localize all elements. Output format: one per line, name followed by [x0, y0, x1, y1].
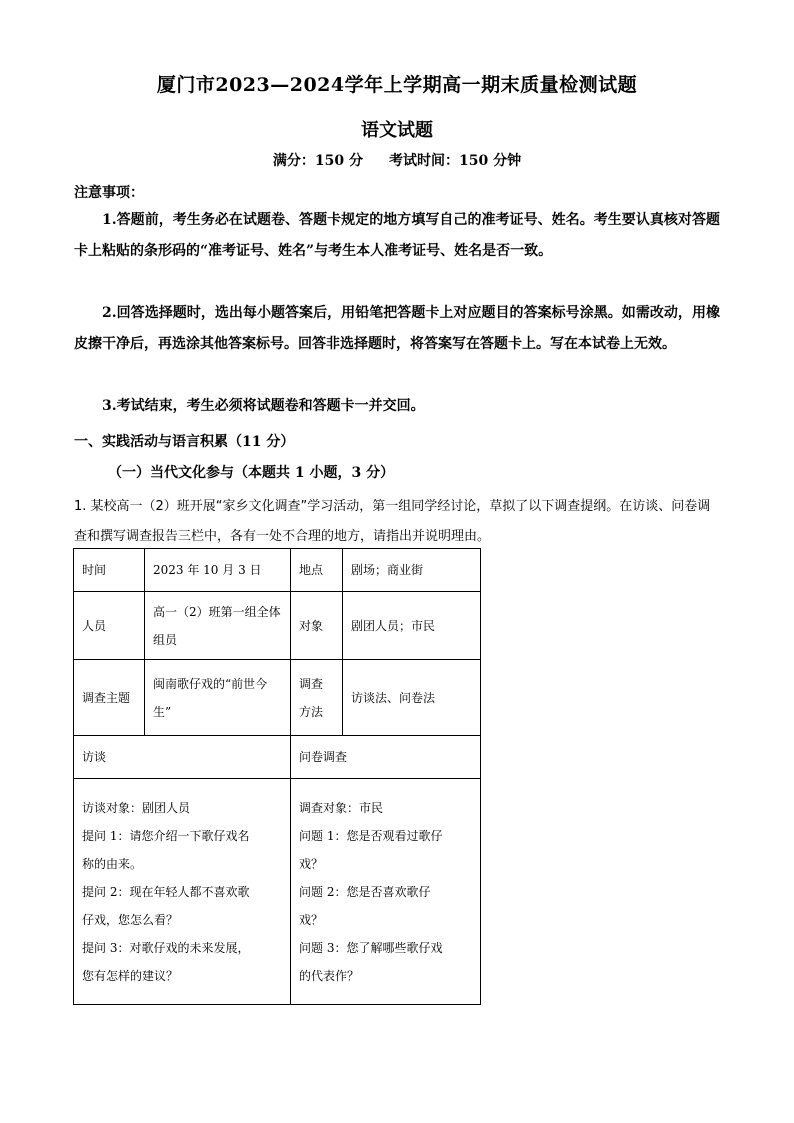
- interview-line: 提问 2：现在年轻人都不喜欢歌: [82, 884, 250, 899]
- interview-line: 提问 1：请您介绍一下歌仔戏名: [82, 828, 250, 843]
- notice-item-1: 1.答题前，考生务必在试题卷、答题卡规定的地方填写自己的准考证号、姓名。考生要认真核对答题卡上粘贴的条形码的“准考证号、姓名”与考生本人准考证号、姓名是否一致。: [74, 212, 720, 259]
- survey-outline-table: [73, 548, 481, 1005]
- survey-header: 问卷调查: [291, 736, 481, 779]
- survey-line: 调查对象：市民: [299, 800, 384, 815]
- place-value: 剧场；商业街: [343, 549, 481, 592]
- place-label: 地点: [291, 549, 343, 592]
- table-row: [74, 549, 481, 592]
- notice-item-2: 2.回答选择题时，选出每小题答案后，用铅笔把答题卡上对应题目的答案标号涂黑。如需改动，用橡皮擦干净后，再选涂其他答案标号。回答非选择题时，将答案写在答题卡上。写在本试卷上无效。: [74, 305, 720, 352]
- score-line: [0, 150, 794, 170]
- interview-line: 访谈对象：剧团人员: [82, 800, 191, 815]
- theme-value: 闽南歌仔戏的“前世今生”: [145, 660, 291, 736]
- people-label: 人员: [74, 592, 145, 660]
- exam-title: 厦门市2023—2024学年上学期高一期末质量检测试题: [156, 74, 638, 96]
- survey-line: 问题 1：您是否观看过歌仔: [299, 828, 443, 843]
- method-label: 调查方法: [291, 660, 343, 736]
- method-value: 访谈法、问卷法: [343, 660, 481, 736]
- interview-content: [74, 779, 291, 1005]
- notice-item-3: 3.考试结束，考生必须将试题卷和答题卡一并交回。: [102, 398, 425, 414]
- table-row: [74, 660, 481, 736]
- survey-line: 戏？: [299, 912, 324, 927]
- section-heading: 一、实践活动与语言积累（11 分）: [74, 434, 295, 450]
- interview-header: 访谈: [74, 736, 291, 779]
- time-value: 2023 年 10 月 3 日: [145, 549, 291, 592]
- object-value: 剧团人员；市民: [343, 592, 481, 660]
- notice-heading: 注意事项：: [74, 185, 144, 201]
- survey-content: [291, 779, 481, 1005]
- full-score: 满分：150 分: [272, 153, 363, 169]
- table-row: [74, 592, 481, 660]
- interview-line: 仔戏，您怎么看？: [82, 912, 179, 927]
- object-label: 对象: [291, 592, 343, 660]
- question-1: 1. 某校高一（2）班开展“家乡文化调查”学习活动，第一组同学经讨论，草拟了以下调查提纲。在访谈、问卷调查和撰写调查报告三栏中，各有一处不合理的地方，请指出并说明理由。: [74, 499, 711, 544]
- interview-line: 您有怎样的建议？: [82, 968, 179, 983]
- table-row: [74, 736, 481, 779]
- survey-line: 问题 3：您了解哪些歌仔戏: [299, 940, 443, 955]
- exam-time: 考试时间：150 分钟: [389, 153, 522, 169]
- time-label: 时间: [74, 549, 145, 592]
- survey-line: 的代表作？: [299, 968, 360, 983]
- interview-line: 提问 3：对歌仔戏的未来发展，: [82, 940, 250, 955]
- exam-subtitle: 语文试题: [361, 120, 433, 141]
- theme-label: 调查主题: [74, 660, 145, 736]
- survey-line: 戏？: [299, 856, 324, 871]
- subsection-heading: （一）当代文化参与（本题共 1 小题，3 分）: [108, 465, 395, 481]
- table-row: [74, 779, 481, 1005]
- interview-line: 称的由来。: [82, 856, 143, 871]
- people-value: 高一（2）班第一组全体组员: [145, 592, 291, 660]
- survey-line: 问题 2：您是否喜欢歌仔: [299, 884, 431, 899]
